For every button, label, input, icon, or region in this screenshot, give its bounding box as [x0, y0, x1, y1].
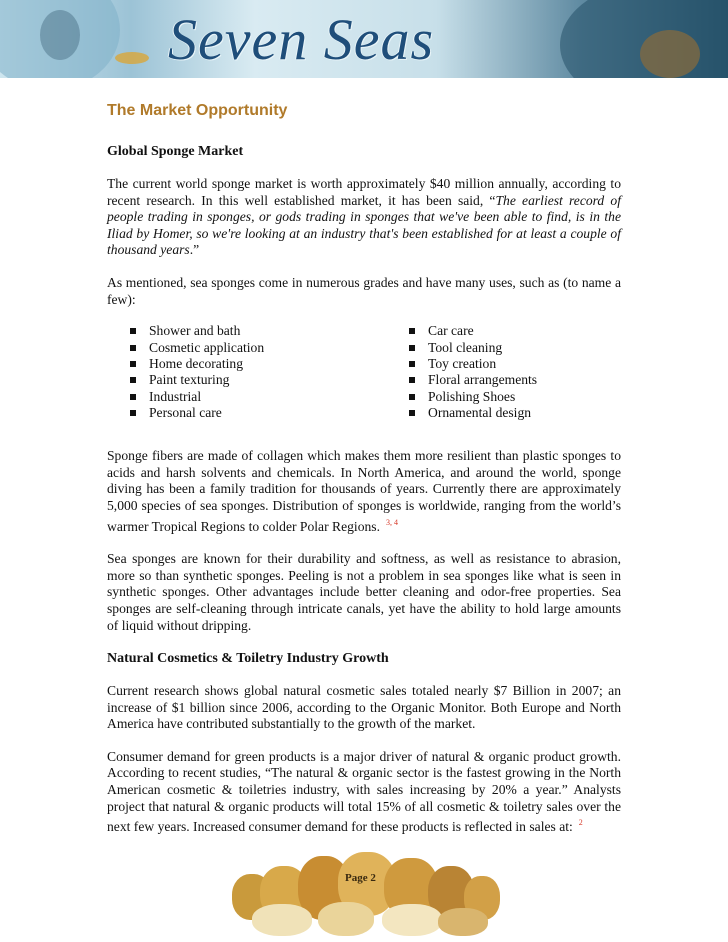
list-item-text: Ornamental design	[428, 405, 532, 421]
header-banner	[0, 0, 728, 78]
paragraph-cosmetic-sales: Current research shows global natural cosmetic sales totaled nearly $7 Billion in 2007; an increase of $1 billion since 2006, according to the Organic Monitor. Both Europe and North America have contributed substantially to the growth of the market.	[107, 683, 621, 732]
page-number-label: Page 2	[345, 872, 376, 884]
bullet-square-icon	[409, 328, 415, 334]
bullet-square-icon	[130, 328, 136, 334]
bullet-square-icon	[130, 345, 136, 351]
list-item-text: Personal care	[149, 405, 222, 421]
bullet-square-icon	[409, 410, 415, 416]
list-item	[149, 323, 264, 339]
list-item-text: Tool cleaning	[428, 339, 503, 355]
list-item	[428, 323, 537, 339]
paragraph-lead: The current world sponge market is worth approximately $40 million annually, according to recent research. In this well established market, it has been said, “	[107, 176, 621, 208]
list-item-text: Polishing Shoes	[428, 388, 516, 404]
list-item	[149, 405, 264, 421]
paragraph-text: Consumer demand for green products is a major driver of natural & organic product growth. According to recent studies, “The natural & organic sector is the fastest growing in the North American cosmetic & toiletries industry, with sales increasing by 20% a year.” Analysts project that natural & organic products will total 15% of all cosmetic & toiletry sales over the next few years. Increased consumer demand for these products is reflected in sales at:	[107, 748, 621, 835]
bullet-square-icon	[130, 377, 136, 383]
page-title: The Market Opportunity	[107, 102, 288, 119]
section-heading-natural-cosmetics: Natural Cosmetics & Toiletry Industry Growth	[107, 651, 389, 667]
list-item-text: Cosmetic application	[149, 339, 265, 355]
list-item-text: Floral arrangements	[428, 372, 538, 388]
footnote-reference: 3, 4	[385, 517, 398, 527]
banner-fish-icon	[115, 52, 149, 64]
list-item	[428, 405, 537, 421]
bullet-square-icon	[409, 377, 415, 383]
paragraph-sponge-fibers	[107, 448, 621, 535]
bullet-square-icon	[409, 345, 415, 351]
paragraph-text: Sponge fibers are made of collagen which makes them more resilient than plastic sponges to acids and harsh solvents and chemicals. In North America, and around the world, sponge diving has been a family tradition for thousands of years. Currently there are approximately 5,000 species of sea sponges. Distribution of sponges is worldwide, ranging from the world’s warmer Tropical Regions to colder Polar Regions.	[107, 448, 621, 534]
sponge-graphic	[252, 904, 312, 936]
paragraph-durability: Sea sponges are known for their durability and softness, as well as resistance to abrasion, more so than synthetic sponges. Peeling is not a problem in sea sponges like what is seen in synthetic sponges. Other advantages include better cleaning and odor-free properties. Sea sponges are self-cleaning through intricate canals, yet have the ability to hold large amounts of liquid without dripping.	[107, 551, 621, 633]
footnote-reference: 2	[578, 818, 583, 828]
list-item-text: Home decorating	[149, 355, 243, 371]
list-item	[428, 389, 537, 405]
brand-logo: Seven Seas	[168, 7, 435, 72]
quote-end: .”	[189, 242, 200, 258]
diver-silhouette	[40, 10, 80, 60]
section-heading-global-sponge-market: Global Sponge Market	[107, 144, 244, 159]
paragraph-consumer-demand	[107, 749, 621, 836]
list-item-text: Shower and bath	[149, 323, 241, 339]
paragraph-market-size	[107, 176, 621, 259]
list-item-text: Industrial	[149, 388, 202, 404]
uses-list-right	[428, 323, 537, 421]
bullet-square-icon	[130, 361, 136, 367]
sponge-graphic	[318, 902, 374, 936]
list-item	[428, 340, 537, 356]
list-item	[428, 356, 537, 372]
banner-coral	[640, 30, 700, 78]
sponge-graphic	[382, 904, 442, 936]
list-item	[149, 372, 264, 388]
page-content	[107, 100, 621, 836]
bullet-square-icon	[409, 361, 415, 367]
list-item	[149, 389, 264, 405]
sponge-uses-list	[107, 323, 621, 423]
list-item	[428, 372, 537, 388]
list-item	[149, 356, 264, 372]
sponges-footer-image	[232, 852, 500, 936]
bullet-square-icon	[130, 410, 136, 416]
list-item-text: Paint texturing	[149, 372, 230, 388]
homer-quote: The earliest record of people trading in sponges, or gods trading in sponges that we've been able to find, is in the Iliad by Homer, so we're looking at an industry that's been established for at least a couple of thousand years	[107, 192, 621, 258]
list-item-text: Car care	[428, 323, 474, 339]
sponge-graphic	[438, 908, 488, 936]
paragraph-uses-intro: As mentioned, sea sponges come in numerous grades and have many uses, such as (to name a few):	[107, 274, 621, 307]
list-item	[149, 340, 264, 356]
list-item-text: Toy creation	[428, 355, 497, 371]
bullet-square-icon	[409, 394, 415, 400]
bullet-square-icon	[130, 394, 136, 400]
uses-list-left	[149, 323, 264, 421]
